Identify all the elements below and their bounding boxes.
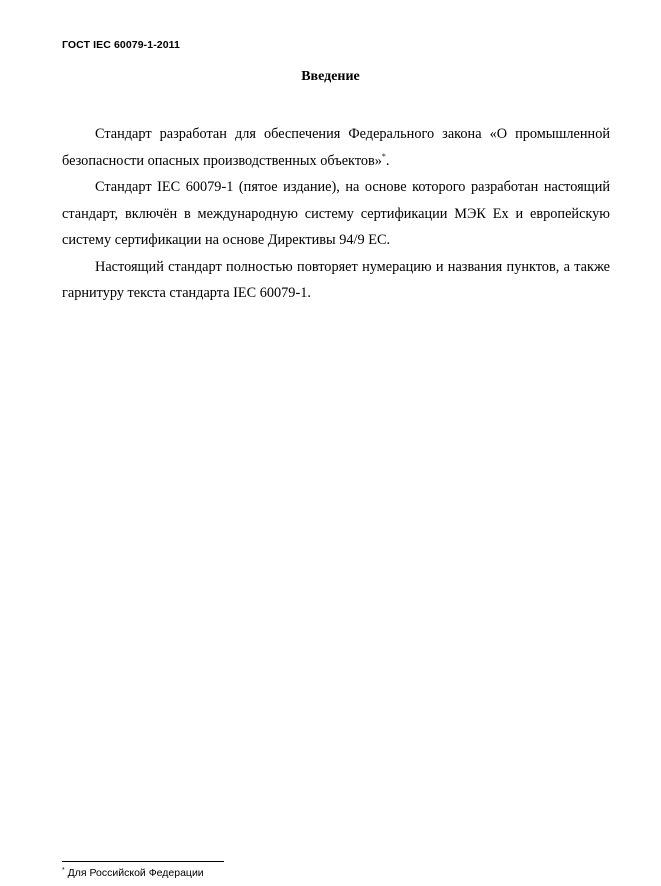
paragraph-numbering: Настоящий стандарт полностью повторяет нумерацию и названия пунктов, а также гарнитуру текста стандарта IEC 60079-1.: [62, 258, 610, 301]
paragraph-purpose-text: Стандарт разработан для обеспечения Федерального закона «О промышленной безопасности опасных производственных объектов»: [62, 126, 610, 169]
footnote: [62, 867, 204, 879]
paragraph-purpose: [62, 121, 610, 174]
document-code-header: ГОСТ IEC 60079-1-2011: [62, 39, 180, 51]
footnote-reference[interactable]: *: [381, 151, 386, 161]
body-text: [62, 121, 610, 307]
paragraph-certification: Стандарт IEC 60079-1 (пятое издание), на основе которого разработан настоящий стандарт, включён в международную систему сертификации МЭК Ex и европейскую систему сертификации на основе Директивы 94/9 ЕС.: [62, 179, 610, 248]
footnote-text: Для Российской Федерации: [64, 867, 204, 879]
footnote-separator: [62, 861, 224, 862]
section-title: Введение: [301, 69, 360, 84]
paragraph-purpose-tail: .: [385, 152, 390, 169]
footnote-mark: *: [62, 867, 65, 874]
